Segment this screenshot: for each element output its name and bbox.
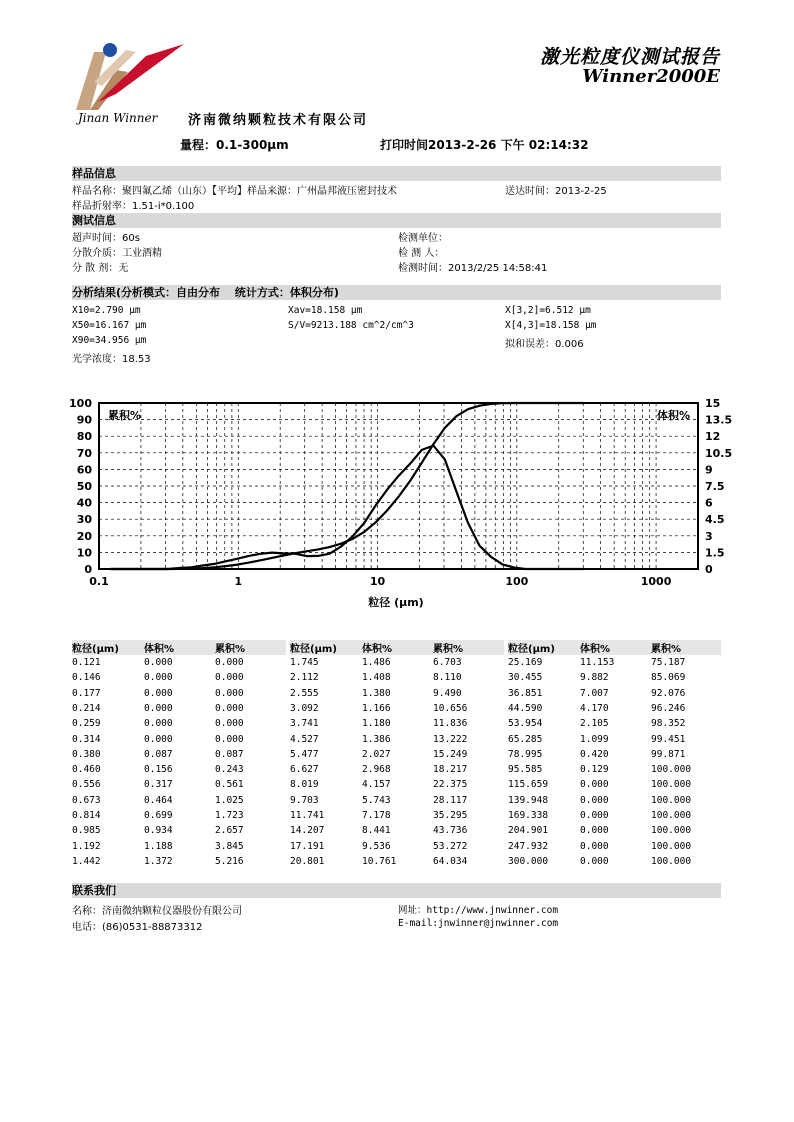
table-cell: 1.723 <box>215 810 244 821</box>
table-cell: 0.460 <box>72 764 101 776</box>
table-cell: 2.555 <box>290 687 319 699</box>
table-cell: 0.000 <box>144 733 173 745</box>
table-cell: 43.736 <box>433 825 468 837</box>
table-cell: 11.741 <box>290 810 325 821</box>
table-cell: 17.191 <box>290 840 325 852</box>
table-cell: 36.851 <box>508 687 543 699</box>
table-cell: 0.121 <box>72 657 101 668</box>
x32-value: X[3,2]=6.512 μm <box>505 305 591 316</box>
table-cell: 1.442 <box>72 855 101 867</box>
table-header-cell: 体积% <box>144 644 175 655</box>
right-tick-label: 1.5 <box>705 546 725 560</box>
table-cell: 11.836 <box>433 718 468 730</box>
right-tick-label: 7.5 <box>705 480 725 493</box>
table-cell: 0.814 <box>72 810 101 821</box>
table-cell: 100.000 <box>651 764 692 776</box>
table-cell: 3.741 <box>290 718 319 730</box>
chart-frame <box>99 403 698 569</box>
right-axis-ticks <box>705 397 732 576</box>
table-cell: 53.272 <box>433 840 468 852</box>
table-cell: 169.338 <box>508 810 549 821</box>
table-cell: 8.019 <box>290 779 319 791</box>
x-tick-label: 100 <box>505 575 529 588</box>
table-cell: 0.000 <box>580 779 609 791</box>
table-cell: 2.027 <box>362 748 391 760</box>
right-tick-label: 9 <box>705 463 713 477</box>
table-cell: 247.932 <box>508 840 549 852</box>
table-cell: 1.192 <box>72 840 101 852</box>
table-cell: 53.954 <box>508 718 543 730</box>
table-cell: 65.285 <box>508 733 543 745</box>
table-cell: 100.000 <box>651 855 692 867</box>
test-time: 检测时间：2013/2/25 14:58:41 <box>398 263 548 274</box>
table-cell: 0.000 <box>580 810 609 821</box>
table-cell: 1.180 <box>362 718 391 730</box>
table-cell: 0.673 <box>72 794 101 806</box>
table-cell: 204.901 <box>508 825 549 837</box>
x10-value: X10=2.790 μm <box>72 305 141 316</box>
contact-website[interactable]: 网址：http://www.jnwinner.com <box>398 905 559 916</box>
right-tick-label: 12 <box>705 430 721 444</box>
table-cell: 139.948 <box>508 794 549 806</box>
table-cell: 0.380 <box>72 748 101 760</box>
x50-value: X50=16.167 μm <box>72 320 147 331</box>
left-tick-label: 80 <box>76 430 92 444</box>
left-tick-label: 40 <box>76 496 92 510</box>
table-cell: 0.156 <box>144 764 173 776</box>
table-cell: 1.166 <box>362 702 391 714</box>
table-cell: 0.000 <box>144 672 173 684</box>
table-cell: 10.656 <box>433 702 468 714</box>
chart-grid <box>99 403 698 569</box>
send-time: 送达时间：2013-2-25 <box>505 186 607 197</box>
table-cell: 0.243 <box>215 764 244 776</box>
table-cell: 1.408 <box>362 672 391 684</box>
table-cell: 2.657 <box>215 825 244 837</box>
table-cell: 11.153 <box>580 657 615 668</box>
table-cell: 0.000 <box>215 718 244 730</box>
table-cell: 22.375 <box>433 779 468 791</box>
table-cell: 25.169 <box>508 657 543 668</box>
table-cell: 5.216 <box>215 855 244 867</box>
right-axis-label: 体积% <box>656 409 690 422</box>
left-tick-label: 50 <box>76 480 92 493</box>
table-cell: 0.087 <box>215 748 244 760</box>
section-analysis: 分析结果(分析模式：自由分布 统计方式：体积分布) <box>72 285 721 300</box>
table-cell: 6.627 <box>290 764 319 776</box>
dispersion-medium: 分散介质：工业酒精 <box>72 248 162 259</box>
table-cell: 75.187 <box>651 657 686 668</box>
table-cell: 3.845 <box>215 840 244 852</box>
table-cell: 78.995 <box>508 748 543 760</box>
measurement-range: 量程：0.1-300μm <box>180 138 289 152</box>
optical-concentration: 光学浓度：18.53 <box>72 354 151 365</box>
ultrasonic-time: 超声时间：60s <box>72 233 140 244</box>
table-cell: 30.455 <box>508 672 543 684</box>
table-cell: 28.117 <box>433 794 468 806</box>
print-time: 打印时间2013-2-26 下午 02:14:32 <box>380 138 589 152</box>
table-header-cell: 粒径(μm) <box>72 644 119 655</box>
x-tick-label: 1000 <box>640 575 672 588</box>
table-cell: 95.585 <box>508 764 543 776</box>
table-cell: 0.000 <box>580 855 609 867</box>
table-cell: 0.000 <box>215 702 244 714</box>
x-tick-label: 1 <box>234 575 243 588</box>
left-tick-label: 100 <box>69 397 92 410</box>
table-cell: 8.110 <box>433 672 462 684</box>
table-cell: 18.217 <box>433 764 468 776</box>
table-cell: 1.372 <box>144 855 173 867</box>
table-cell: 9.490 <box>433 687 462 699</box>
table-cell: 6.703 <box>433 657 462 668</box>
table-cell: 0.000 <box>215 672 244 684</box>
x-tick-label: 10 <box>369 575 386 588</box>
xav-value: Xav=18.158 μm <box>288 305 363 316</box>
table-cell: 0.000 <box>215 733 244 745</box>
table-header-cell: 粒径(μm) <box>508 644 555 655</box>
table-cell: 5.477 <box>290 748 319 760</box>
table-cell: 0.000 <box>144 718 173 730</box>
table-cell: 0.699 <box>144 810 173 821</box>
table-cell: 100.000 <box>651 825 692 837</box>
table-cell: 300.000 <box>508 855 549 867</box>
sv-value: S/V=9213.188 cm^2/cm^3 <box>288 320 414 331</box>
table-cell: 0.420 <box>580 748 609 760</box>
table-cell: 14.207 <box>290 825 325 837</box>
particle-size-chart <box>56 392 746 614</box>
tester: 检 测 人： <box>398 248 445 259</box>
x-axis-ticks <box>89 575 671 588</box>
table-cell: 1.099 <box>580 733 609 745</box>
table-cell: 1.025 <box>215 794 244 806</box>
table-cell: 4.157 <box>362 779 391 791</box>
table-cell: 0.000 <box>144 657 173 668</box>
table-cell: 9.536 <box>362 840 391 852</box>
table-cell: 1.188 <box>144 840 173 852</box>
table-cell: 100.000 <box>651 779 692 791</box>
refractive-index: 样品折射率：1.51-i*0.100 <box>72 201 195 212</box>
x90-value: X90=34.956 μm <box>72 335 147 346</box>
contact-name: 名称：济南微纳颗粒仪器股份有限公司 <box>72 906 242 917</box>
section-sample-info: 样品信息 <box>72 166 721 181</box>
table-cell: 1.745 <box>290 657 319 668</box>
table-cell: 0.214 <box>72 702 101 714</box>
contact-email[interactable]: E-mail:jnwinner@jnwinner.com <box>398 918 559 929</box>
table-cell: 100.000 <box>651 840 692 852</box>
table-cell: 0.000 <box>144 687 173 699</box>
table-cell: 0.146 <box>72 672 101 684</box>
left-tick-label: 10 <box>76 546 92 560</box>
right-tick-label: 3 <box>705 529 713 543</box>
table-cell: 2.112 <box>290 672 319 684</box>
table-cell: 0.464 <box>144 794 173 806</box>
brand-name: Jinan Winner <box>78 111 158 125</box>
company-name: 济南微纳颗粒技术有限公司 <box>188 113 369 128</box>
x-tick-label: 0.1 <box>89 575 109 588</box>
instrument-model: Winner2000E <box>582 66 720 87</box>
table-cell: 4.527 <box>290 733 319 745</box>
table-cell: 7.178 <box>362 810 391 821</box>
table-cell: 64.034 <box>433 855 468 867</box>
left-tick-label: 90 <box>76 413 92 427</box>
section-contact: 联系我们 <box>72 883 721 898</box>
table-cell: 96.246 <box>651 702 686 714</box>
table-cell: 0.561 <box>215 779 244 791</box>
table-cell: 0.259 <box>72 718 101 730</box>
table-cell: 2.105 <box>580 718 609 730</box>
table-cell: 13.222 <box>433 733 468 745</box>
left-tick-label: 20 <box>76 529 92 543</box>
test-unit: 检测单位： <box>398 233 448 244</box>
x-axis-label: 粒径 (μm) <box>368 596 424 609</box>
report-title: 激光粒度仪测试报告 <box>539 46 720 68</box>
x43-value: X[4,3]=18.158 μm <box>505 320 597 331</box>
left-tick-label: 0 <box>84 563 92 576</box>
table-header-cell: 体积% <box>362 644 393 655</box>
table-cell: 0.934 <box>144 825 173 837</box>
table-cell: 35.295 <box>433 810 468 821</box>
right-tick-label: 15 <box>705 397 721 410</box>
table-cell: 0.000 <box>580 840 609 852</box>
table-header-cell: 体积% <box>580 644 611 655</box>
right-tick-label: 0 <box>705 563 713 576</box>
right-tick-label: 13.5 <box>705 413 733 427</box>
table-cell: 99.871 <box>651 748 686 760</box>
table-cell: 0.317 <box>144 779 173 791</box>
sample-name: 样品名称：聚四氟乙烯（山东）【平均】样品来源：广州晶邦液压密封技术 <box>72 186 397 197</box>
table-cell: 1.486 <box>362 657 391 668</box>
contact-phone: 电话：(86)0531-88873312 <box>72 922 203 933</box>
left-axis-ticks <box>69 397 92 576</box>
table-cell: 2.968 <box>362 764 391 776</box>
company-logo <box>76 42 186 110</box>
table-cell: 0.000 <box>580 825 609 837</box>
table-cell: 8.441 <box>362 825 391 837</box>
table-cell: 99.451 <box>651 733 686 745</box>
table-cell: 9.703 <box>290 794 319 806</box>
right-tick-label: 10.5 <box>705 446 733 460</box>
table-cell: 5.743 <box>362 794 391 806</box>
left-axis-label: 累积% <box>108 409 142 422</box>
table-header-cell: 粒径(μm) <box>290 644 337 655</box>
table-cell: 0.985 <box>72 825 101 837</box>
table-cell: 98.352 <box>651 718 686 730</box>
table-cell: 0.556 <box>72 779 101 791</box>
table-cell: 10.761 <box>362 855 397 867</box>
table-cell: 1.386 <box>362 733 391 745</box>
right-tick-label: 4.5 <box>705 513 725 527</box>
table-header-cell: 累积% <box>433 644 464 655</box>
table-cell: 9.882 <box>580 672 609 684</box>
table-cell: 0.000 <box>580 794 609 806</box>
table-cell: 0.314 <box>72 733 101 745</box>
table-header-cell: 累积% <box>651 644 682 655</box>
table-cell: 7.007 <box>580 687 609 699</box>
table-cell: 0.129 <box>580 764 609 776</box>
fit-error: 拟和误差：0.006 <box>505 339 584 350</box>
table-cell: 92.076 <box>651 687 686 699</box>
table-cell: 0.177 <box>72 687 101 699</box>
right-tick-label: 6 <box>705 496 713 510</box>
table-cell: 100.000 <box>651 794 692 806</box>
table-cell: 0.000 <box>215 687 244 699</box>
table-cell: 0.000 <box>144 702 173 714</box>
table-cell: 3.092 <box>290 702 319 714</box>
table-cell: 44.590 <box>508 702 543 714</box>
table-cell: 0.087 <box>144 748 173 760</box>
table-header-cell: 累积% <box>215 644 246 655</box>
table-cell: 115.659 <box>508 779 549 791</box>
table-cell: 20.801 <box>290 855 325 867</box>
section-test-info: 测试信息 <box>72 213 721 228</box>
left-tick-label: 30 <box>76 513 92 527</box>
table-cell: 4.170 <box>580 702 609 714</box>
table-cell: 15.249 <box>433 748 468 760</box>
table-cell: 1.380 <box>362 687 391 699</box>
table-cell: 100.000 <box>651 810 692 821</box>
dispersant: 分 散 剂：无 <box>72 263 129 274</box>
left-tick-label: 60 <box>76 463 92 477</box>
table-cell: 0.000 <box>215 657 244 668</box>
table-cell: 85.069 <box>651 672 686 684</box>
left-tick-label: 70 <box>76 446 92 460</box>
